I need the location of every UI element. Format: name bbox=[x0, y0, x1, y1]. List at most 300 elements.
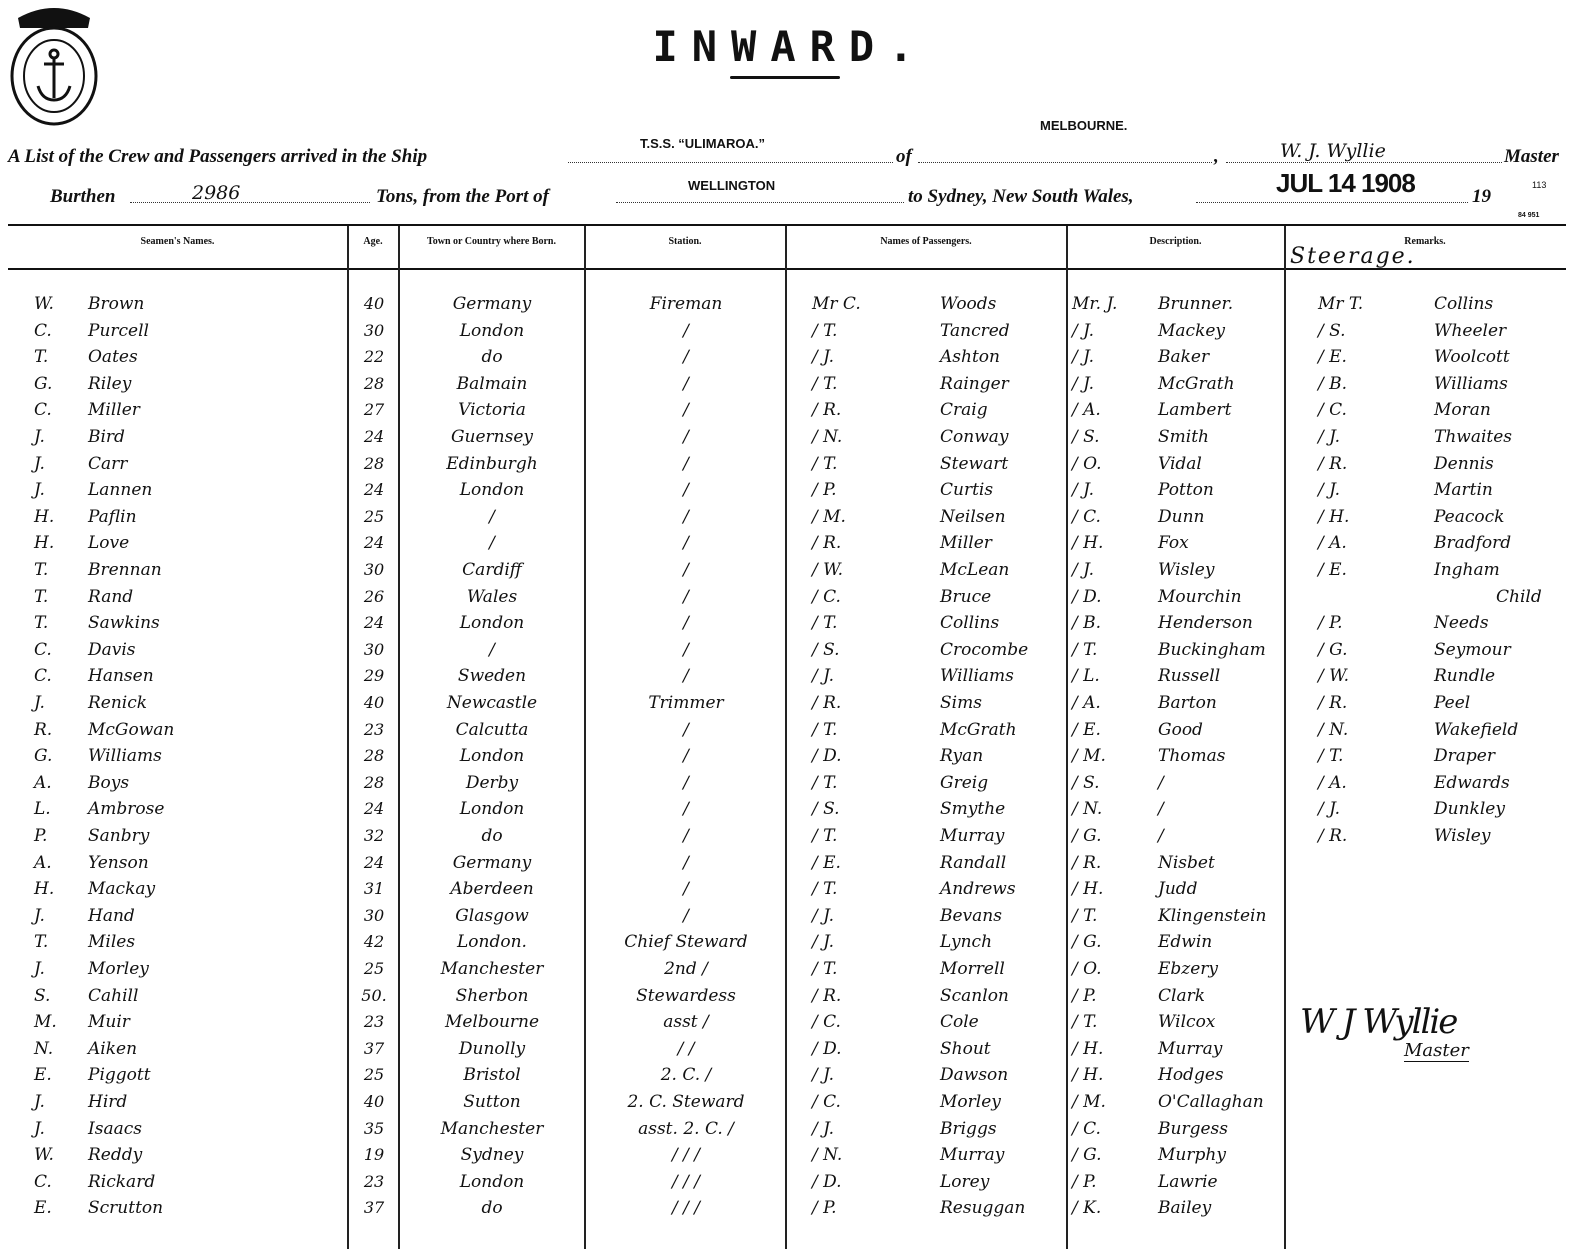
description-surname: O'Callaghan bbox=[1158, 1092, 1264, 1112]
crew-surname: Boys bbox=[88, 773, 130, 793]
crew-station: ∕ bbox=[683, 879, 689, 899]
crew-birthplace: Sutton bbox=[463, 1092, 521, 1112]
passenger-surname: Ashton bbox=[940, 347, 1000, 367]
remarks-surname: Edwards bbox=[1434, 773, 1510, 793]
crew-age: 24 bbox=[363, 427, 385, 446]
crew-initial: J. bbox=[34, 480, 45, 500]
crew-age: 25 bbox=[363, 1065, 385, 1084]
remarks-surname: Wisley bbox=[1434, 826, 1491, 846]
passenger-initial: ∕ C. bbox=[812, 1012, 841, 1032]
description-surname: Murphy bbox=[1158, 1145, 1226, 1165]
description-initial: ∕ S. bbox=[1072, 773, 1100, 793]
remarks-surname: Bradford bbox=[1434, 533, 1512, 553]
crew-surname: Yenson bbox=[88, 853, 149, 873]
passenger-initial: ∕ D. bbox=[812, 746, 842, 766]
crew-initial: J. bbox=[34, 1092, 45, 1112]
passenger-initial: ∕ T. bbox=[812, 720, 838, 740]
description-initial: ∕ A. bbox=[1072, 400, 1101, 420]
crew-age: 28 bbox=[363, 746, 385, 765]
passenger-surname: Craig bbox=[940, 400, 988, 420]
crew-surname: Davis bbox=[88, 640, 136, 660]
crew-surname: Brennan bbox=[88, 560, 162, 580]
crew-station: 2nd ∕ bbox=[664, 959, 708, 979]
passenger-surname: Rainger bbox=[940, 374, 1009, 394]
column-header-description: Description. bbox=[1149, 236, 1202, 247]
crew-station: ∕ bbox=[683, 427, 689, 447]
crew-birthplace: Guernsey bbox=[450, 427, 534, 447]
description-surname: Potton bbox=[1158, 480, 1214, 500]
crew-station: ∕ bbox=[683, 321, 689, 341]
description-surname: Lawrie bbox=[1158, 1172, 1218, 1192]
remarks-surname: Wheeler bbox=[1434, 321, 1507, 341]
remarks-surname: Thwaites bbox=[1434, 427, 1513, 447]
passenger-initial: ∕ T. bbox=[812, 321, 838, 341]
passenger-surname: Cole bbox=[940, 1012, 979, 1032]
passenger-surname: Ryan bbox=[940, 746, 984, 766]
crew-surname: Mackay bbox=[88, 879, 156, 899]
crew-station: ∕ bbox=[683, 746, 689, 766]
crew-station: ∕ bbox=[683, 720, 689, 740]
crew-initial: E. bbox=[34, 1065, 52, 1085]
description-initial: ∕ J. bbox=[1072, 374, 1095, 394]
crew-birthplace: Manchester bbox=[440, 959, 544, 979]
ship-name: T.S.S. “ULIMAROA.” bbox=[640, 136, 765, 151]
crew-initial: C. bbox=[34, 640, 52, 660]
crew-station: Fireman bbox=[649, 294, 723, 314]
description-surname: Russell bbox=[1158, 666, 1221, 686]
passenger-surname: Briggs bbox=[940, 1119, 997, 1139]
crew-birthplace: Cardiff bbox=[462, 560, 522, 580]
description-initial: ∕ S. bbox=[1072, 427, 1100, 447]
crew-station: ∕ bbox=[683, 560, 689, 580]
remarks-surname: Ingham bbox=[1434, 560, 1500, 580]
crew-age: 24 bbox=[363, 533, 385, 552]
description-initial: ∕ B. bbox=[1072, 613, 1102, 633]
passenger-surname: Morley bbox=[940, 1092, 1001, 1112]
passenger-surname: Stewart bbox=[940, 454, 1009, 474]
crew-station: ∕ bbox=[683, 799, 689, 819]
description-initial: ∕ H. bbox=[1072, 533, 1104, 553]
crew-birthplace: Glasgow bbox=[455, 906, 529, 926]
date-stamp: JUL 14 1908 bbox=[1276, 168, 1415, 198]
crew-age: 28 bbox=[363, 773, 385, 792]
crew-station: ∕ bbox=[683, 454, 689, 474]
description-surname: Clark bbox=[1158, 986, 1206, 1006]
passenger-initial: ∕ S. bbox=[812, 799, 840, 819]
description-initial: ∕ H. bbox=[1072, 1039, 1104, 1059]
crew-station: 2. C. Steward bbox=[627, 1092, 745, 1112]
crew-station: ∕ bbox=[683, 587, 689, 607]
remarks-surname: Seymour bbox=[1434, 640, 1511, 660]
crew-birthplace: Sydney bbox=[460, 1145, 524, 1165]
crew-station: ∕ bbox=[683, 480, 689, 500]
crew-surname: Oates bbox=[88, 347, 138, 367]
description-initial: Mr. J. bbox=[1072, 294, 1118, 314]
crew-station: ∕ bbox=[683, 400, 689, 420]
master-label: Master bbox=[1504, 146, 1559, 167]
description-initial: ∕ G. bbox=[1072, 932, 1102, 952]
remarks-initial: ∕ R. bbox=[1318, 693, 1348, 713]
passenger-surname: Neilsen bbox=[940, 507, 1006, 527]
passenger-initial: ∕ R. bbox=[812, 693, 842, 713]
column-header-seamen: Seamen's Names. bbox=[140, 236, 215, 247]
crew-age: 24 bbox=[363, 480, 385, 499]
passenger-initial: ∕ T. bbox=[812, 613, 838, 633]
crew-station: ∕ bbox=[683, 507, 689, 527]
form-number: 84 951 bbox=[1518, 212, 1540, 219]
crew-age: 25 bbox=[363, 507, 385, 526]
crew-birthplace: Manchester bbox=[440, 1119, 544, 1139]
remarks-surname: Woolcott bbox=[1434, 347, 1510, 367]
crew-birthplace: Calcutta bbox=[455, 720, 529, 740]
description-surname: Hodges bbox=[1158, 1065, 1224, 1085]
remarks-initial: ∕ S. bbox=[1318, 321, 1346, 341]
passenger-initial: ∕ E. bbox=[812, 853, 841, 873]
crew-station: ∕ bbox=[683, 853, 689, 873]
description-surname: Bailey bbox=[1158, 1198, 1212, 1218]
crew-surname: Morley bbox=[88, 959, 149, 979]
description-surname: ∕ bbox=[1158, 773, 1164, 793]
passenger-surname: Scanlon bbox=[940, 986, 1009, 1006]
remarks-surname: Williams bbox=[1434, 374, 1508, 394]
crew-birthplace: Derby bbox=[465, 773, 519, 793]
crew-birthplace: do bbox=[481, 1198, 503, 1218]
passenger-initial: ∕ T. bbox=[812, 826, 838, 846]
remarks-surname: Wakefield bbox=[1434, 720, 1519, 740]
crew-initial: A. bbox=[34, 773, 52, 793]
ref-number: 113 bbox=[1532, 180, 1547, 190]
crew-initial: W. bbox=[34, 1145, 54, 1165]
passenger-initial: ∕ R. bbox=[812, 400, 842, 420]
description-initial: ∕ D. bbox=[1072, 587, 1102, 607]
crew-surname: Rickard bbox=[88, 1172, 156, 1192]
crew-birthplace: Newcastle bbox=[446, 693, 538, 713]
description-initial: ∕ T. bbox=[1072, 1012, 1098, 1032]
description-initial: ∕ J. bbox=[1072, 560, 1095, 580]
crew-initial: M. bbox=[34, 1012, 57, 1032]
crew-birthplace: Dunolly bbox=[458, 1039, 526, 1059]
crew-age: 31 bbox=[363, 879, 385, 898]
remarks-initial: ∕ A. bbox=[1318, 773, 1347, 793]
passenger-surname: Andrews bbox=[940, 879, 1016, 899]
description-surname: Judd bbox=[1158, 879, 1198, 899]
passenger-initial: ∕ W. bbox=[812, 560, 844, 580]
passenger-surname: Shout bbox=[940, 1039, 991, 1059]
crew-initial: T. bbox=[34, 347, 49, 367]
crew-surname: Brown bbox=[88, 294, 145, 314]
crew-age: 40 bbox=[363, 1092, 385, 1111]
description-initial: ∕ N. bbox=[1072, 799, 1103, 819]
crew-surname: Riley bbox=[88, 374, 132, 394]
column-header-station: Station. bbox=[668, 236, 702, 247]
crew-age: 42 bbox=[363, 932, 385, 951]
passenger-surname: Resuggan bbox=[940, 1198, 1026, 1218]
description-initial: ∕ M. bbox=[1072, 746, 1106, 766]
passenger-surname: McGrath bbox=[940, 720, 1017, 740]
passenger-initial: ∕ J. bbox=[812, 906, 835, 926]
remarks-surname: Martin bbox=[1434, 480, 1493, 500]
crew-birthplace: do bbox=[481, 347, 503, 367]
crew-surname: Isaacs bbox=[88, 1119, 142, 1139]
column-header-age: Age. bbox=[363, 236, 383, 247]
crew-birthplace: Bristol bbox=[463, 1065, 521, 1085]
remarks-surname: Dennis bbox=[1434, 454, 1494, 474]
description-initial: ∕ P. bbox=[1072, 986, 1097, 1006]
crew-initial: J. bbox=[34, 1119, 45, 1139]
crew-initial: C. bbox=[34, 400, 52, 420]
crew-station: ∕ ∕ ∕ bbox=[672, 1145, 700, 1165]
crew-surname: McGowan bbox=[88, 720, 175, 740]
comma: , bbox=[1214, 146, 1219, 167]
passenger-surname: Curtis bbox=[940, 480, 994, 500]
remarks-surname: Child bbox=[1496, 587, 1542, 607]
crew-initial: P. bbox=[34, 826, 48, 846]
crew-age: 30 bbox=[363, 321, 385, 340]
crew-station: ∕ bbox=[683, 533, 689, 553]
description-surname: Brunner. bbox=[1158, 294, 1234, 314]
crew-station: ∕ bbox=[683, 773, 689, 793]
crew-age: 50. bbox=[361, 986, 387, 1005]
crew-initial: W. bbox=[34, 294, 54, 314]
description-surname: Wilcox bbox=[1158, 1012, 1216, 1032]
description-initial: ∕ G. bbox=[1072, 1145, 1102, 1165]
passenger-surname: Lynch bbox=[940, 932, 993, 952]
passenger-initial: ∕ P. bbox=[812, 480, 837, 500]
crew-surname: Reddy bbox=[88, 1145, 143, 1165]
crew-initial: L. bbox=[34, 799, 51, 819]
passenger-initial: Mr C. bbox=[812, 294, 861, 314]
crew-station: ∕ ∕ ∕ bbox=[672, 1172, 700, 1192]
description-initial: ∕ C. bbox=[1072, 1119, 1101, 1139]
passenger-initial: ∕ M. bbox=[812, 507, 846, 527]
crew-birthplace: do bbox=[481, 826, 503, 846]
remarks-surname: Peel bbox=[1434, 693, 1471, 713]
passenger-surname: Conway bbox=[940, 427, 1009, 447]
remarks-surname: Peacock bbox=[1434, 507, 1505, 527]
crew-surname: Purcell bbox=[88, 321, 149, 341]
passenger-surname: Crocombe bbox=[940, 640, 1029, 660]
remarks-initial: ∕ N. bbox=[1318, 720, 1349, 740]
passenger-initial: ∕ J. bbox=[812, 347, 835, 367]
remarks-initial: ∕ C. bbox=[1318, 400, 1347, 420]
passenger-surname: Morrell bbox=[940, 959, 1005, 979]
description-initial: ∕ T. bbox=[1072, 640, 1098, 660]
passenger-initial: ∕ J. bbox=[812, 932, 835, 952]
description-initial: ∕ H. bbox=[1072, 1065, 1104, 1085]
crew-birthplace: Sherbon bbox=[455, 986, 529, 1006]
description-surname: Dunn bbox=[1158, 507, 1205, 527]
crew-initial: C. bbox=[34, 666, 52, 686]
list-label: A List of the Crew and Passengers arrived in the Ship bbox=[8, 146, 428, 167]
crew-station: ∕ ∕ bbox=[677, 1039, 695, 1059]
crew-age: 24 bbox=[363, 799, 385, 818]
master-name: W. J. Wyllie bbox=[1280, 140, 1386, 162]
crew-age: 30 bbox=[363, 560, 385, 579]
crew-birthplace: London bbox=[459, 1172, 525, 1192]
passenger-surname: Dawson bbox=[940, 1065, 1009, 1085]
of-label: of bbox=[896, 146, 912, 167]
crew-age: 29 bbox=[363, 666, 385, 685]
remarks-initial: ∕ H. bbox=[1318, 507, 1350, 527]
crew-initial: J. bbox=[34, 427, 45, 447]
crew-age: 23 bbox=[363, 1172, 385, 1191]
description-initial: ∕ C. bbox=[1072, 507, 1101, 527]
remarks-surname: Collins bbox=[1434, 294, 1494, 314]
passenger-surname: Woods bbox=[940, 294, 997, 314]
description-surname: Barton bbox=[1158, 693, 1217, 713]
crew-station: Stewardess bbox=[636, 986, 736, 1006]
crew-age: 22 bbox=[363, 347, 385, 366]
passenger-initial: ∕ T. bbox=[812, 879, 838, 899]
crew-surname: Piggott bbox=[88, 1065, 151, 1085]
passenger-initial: ∕ J. bbox=[812, 1065, 835, 1085]
crew-age: 19 bbox=[363, 1145, 385, 1164]
crew-birthplace: London bbox=[459, 799, 525, 819]
description-initial: ∕ R. bbox=[1072, 853, 1102, 873]
column-header-born: Town or Country where Born. bbox=[427, 236, 556, 247]
description-initial: ∕ G. bbox=[1072, 826, 1102, 846]
crew-station: ∕ bbox=[683, 613, 689, 633]
description-surname: Mourchin bbox=[1158, 587, 1242, 607]
remarks-initial: ∕ G. bbox=[1318, 640, 1348, 660]
passenger-initial: ∕ C. bbox=[812, 1092, 841, 1112]
passenger-surname: McLean bbox=[940, 560, 1010, 580]
crew-initial: T. bbox=[34, 587, 49, 607]
passenger-initial: ∕ R. bbox=[812, 986, 842, 1006]
description-surname: ∕ bbox=[1158, 826, 1164, 846]
passenger-surname: Smythe bbox=[940, 799, 1006, 819]
description-initial: ∕ P. bbox=[1072, 1172, 1097, 1192]
description-initial: ∕ J. bbox=[1072, 480, 1095, 500]
passenger-surname: Sims bbox=[940, 693, 982, 713]
description-surname: Fox bbox=[1158, 533, 1189, 553]
crew-birthplace: Edinburgh bbox=[446, 454, 538, 474]
crew-surname: Hansen bbox=[88, 666, 154, 686]
crew-birthplace: Melbourne bbox=[444, 1012, 540, 1032]
passenger-surname: Collins bbox=[940, 613, 1000, 633]
crew-initial: J. bbox=[34, 906, 45, 926]
crew-birthplace: Germany bbox=[452, 294, 532, 314]
column-header-passengers: Names of Passengers. bbox=[880, 236, 972, 247]
crew-birthplace: London bbox=[459, 613, 525, 633]
crew-initial: S. bbox=[34, 986, 51, 1006]
crew-age: 30 bbox=[363, 640, 385, 659]
passenger-surname: Lorey bbox=[940, 1172, 990, 1192]
crew-birthplace: London. bbox=[457, 932, 527, 952]
crew-age: 37 bbox=[363, 1039, 385, 1058]
remarks-initial: ∕ R. bbox=[1318, 826, 1348, 846]
remarks-initial: ∕ T. bbox=[1318, 746, 1344, 766]
description-surname: Burgess bbox=[1158, 1119, 1228, 1139]
column-header-remarks: Remarks. bbox=[1404, 236, 1446, 247]
description-surname: Thomas bbox=[1158, 746, 1226, 766]
crew-initial: J. bbox=[34, 454, 45, 474]
remarks-initial: ∕ P. bbox=[1318, 613, 1343, 633]
crew-age: 24 bbox=[363, 613, 385, 632]
passenger-surname: Murray bbox=[940, 826, 1005, 846]
description-surname: Edwin bbox=[1158, 932, 1213, 952]
passenger-initial: ∕ N. bbox=[812, 1145, 843, 1165]
crew-station: ∕ bbox=[683, 826, 689, 846]
passenger-surname: Bruce bbox=[940, 587, 992, 607]
description-surname: Smith bbox=[1158, 427, 1209, 447]
crew-birthplace: Germany bbox=[452, 853, 532, 873]
crew-surname: Aiken bbox=[88, 1039, 138, 1059]
remarks-initial: ∕ A. bbox=[1318, 533, 1347, 553]
crew-initial: C. bbox=[34, 321, 52, 341]
crew-station: ∕ bbox=[683, 347, 689, 367]
description-initial: ∕ J. bbox=[1072, 347, 1095, 367]
crew-birthplace: London bbox=[459, 321, 525, 341]
crew-age: 23 bbox=[363, 720, 385, 739]
crew-surname: Scrutton bbox=[88, 1198, 164, 1218]
crew-birthplace: London bbox=[459, 480, 525, 500]
passenger-surname: Bevans bbox=[940, 906, 1002, 926]
from-port: WELLINGTON bbox=[688, 178, 776, 193]
crew-initial: R. bbox=[34, 720, 53, 740]
burthen-value: 2986 bbox=[192, 182, 241, 204]
description-surname: Ebzery bbox=[1158, 959, 1219, 979]
crew-initial: C. bbox=[34, 1172, 52, 1192]
crew-age: 32 bbox=[363, 826, 385, 845]
passenger-initial: ∕ R. bbox=[812, 533, 842, 553]
crew-surname: Sanbry bbox=[88, 826, 150, 846]
crew-surname: Miles bbox=[88, 932, 136, 952]
passenger-surname: Tancred bbox=[940, 321, 1010, 341]
master-signature: W J Wyllie bbox=[1300, 1002, 1457, 1042]
crew-birthplace: ∕ bbox=[489, 507, 495, 527]
crew-station: ∕ bbox=[683, 666, 689, 686]
crew-station: Chief Steward bbox=[624, 932, 748, 952]
crew-birthplace: Victoria bbox=[458, 400, 526, 420]
passenger-initial: ∕ N. bbox=[812, 427, 843, 447]
remarks-initial: ∕ J. bbox=[1318, 427, 1341, 447]
crew-station: ∕ ∕ ∕ bbox=[672, 1198, 700, 1218]
crew-surname: Miller bbox=[88, 400, 140, 420]
passenger-surname: Williams bbox=[940, 666, 1014, 686]
description-initial: ∕ L. bbox=[1072, 666, 1100, 686]
description-surname: Mackey bbox=[1158, 321, 1226, 341]
crew-station: asst. 2. C. ∕ bbox=[638, 1119, 734, 1139]
remarks-initial: Mr T. bbox=[1318, 294, 1364, 314]
crew-age: 40 bbox=[363, 693, 385, 712]
passenger-surname: Randall bbox=[940, 853, 1007, 873]
crew-surname: Williams bbox=[88, 746, 162, 766]
crew-initial: G. bbox=[34, 374, 53, 394]
remarks-surname: Draper bbox=[1434, 746, 1495, 766]
crew-surname: Lannen bbox=[88, 480, 153, 500]
crew-surname: Rand bbox=[88, 587, 134, 607]
remarks-initial: ∕ E. bbox=[1318, 560, 1347, 580]
crew-surname: Hand bbox=[88, 906, 135, 926]
crew-initial: H. bbox=[34, 507, 55, 527]
description-surname: Murray bbox=[1158, 1039, 1223, 1059]
crew-age: 28 bbox=[363, 374, 385, 393]
signature-title: Master bbox=[1404, 1040, 1469, 1061]
crew-surname: Bird bbox=[88, 427, 125, 447]
crew-birthplace: Sweden bbox=[457, 666, 527, 686]
description-surname: Good bbox=[1158, 720, 1203, 740]
crew-initial: T. bbox=[34, 560, 49, 580]
passenger-initial: ∕ T. bbox=[812, 959, 838, 979]
description-initial: ∕ E. bbox=[1072, 720, 1101, 740]
crew-age: 24 bbox=[363, 853, 385, 872]
passenger-initial: ∕ S. bbox=[812, 640, 840, 660]
crew-age: 37 bbox=[363, 1198, 385, 1217]
crew-age: 26 bbox=[363, 587, 385, 606]
description-surname: Buckingham bbox=[1158, 640, 1266, 660]
crew-station: ∕ bbox=[683, 906, 689, 926]
